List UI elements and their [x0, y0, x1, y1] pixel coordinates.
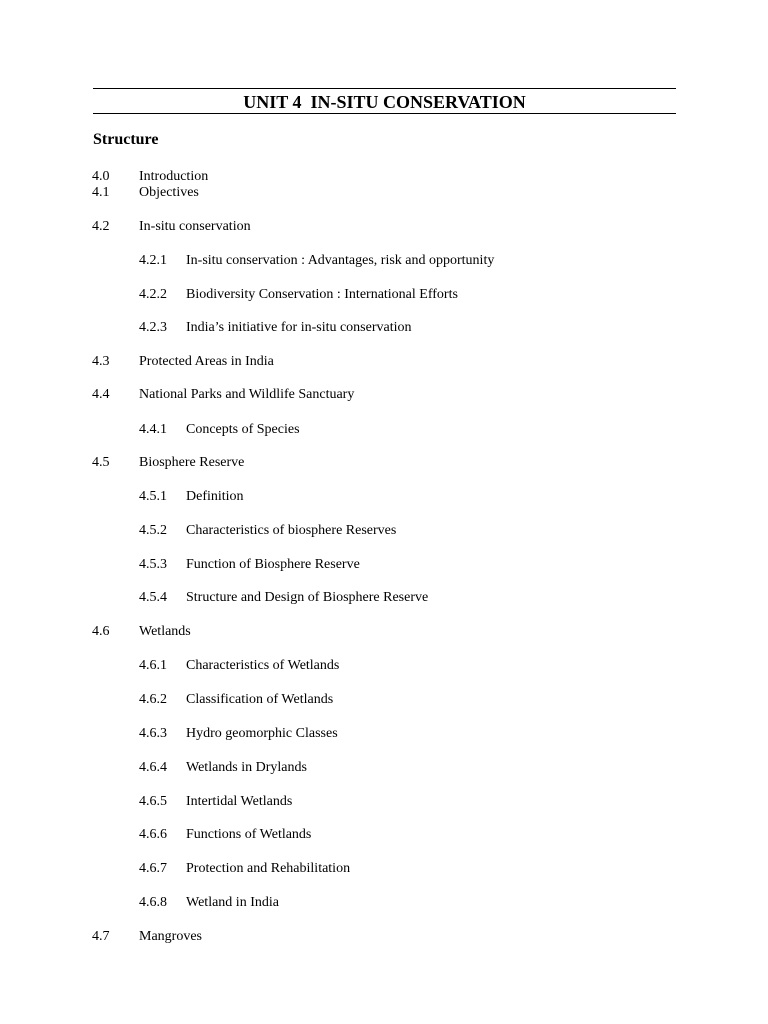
toc-row-4-6-3 [0, 725, 768, 743]
toc-title: Wetlands in Drylands [186, 760, 307, 775]
toc-row-4-3 [0, 353, 768, 371]
toc-title: Function of Biosphere Reserve [186, 557, 360, 572]
toc-number: 4.1 [92, 185, 110, 200]
toc-row-4-2-3 [0, 319, 768, 337]
toc-row-4-5-1 [0, 488, 768, 506]
toc-row-4-5 [0, 454, 768, 472]
toc-row-4-5-3 [0, 556, 768, 574]
toc-title: Characteristics of Wetlands [186, 658, 340, 673]
toc-row-4-6-1 [0, 657, 768, 675]
toc-number: 4.5.4 [139, 590, 167, 605]
toc-row-4-6-7 [0, 860, 768, 878]
toc-number: 4.5.1 [139, 489, 167, 504]
toc-number: 4.5.3 [139, 557, 167, 572]
toc-number: 4.6.8 [139, 895, 167, 910]
toc-number: 4.2.2 [139, 287, 167, 302]
title-rule-top [93, 88, 676, 89]
toc-title: India’s initiative for in-situ conservation [186, 320, 412, 335]
unit-title: UNIT 4 IN-SITU CONSERVATION [243, 92, 526, 112]
toc-title: Wetlands [139, 624, 191, 639]
toc-number: 4.6.1 [139, 658, 167, 673]
toc-row-4-2-2 [0, 286, 768, 304]
toc-number: 4.4.1 [139, 422, 167, 437]
toc-row-4-6-2 [0, 691, 768, 709]
toc-title: Protection and Rehabilitation [186, 861, 351, 876]
toc-number: 4.0 [92, 169, 110, 184]
toc-number: 4.2 [92, 219, 110, 234]
toc-row-4-6-4 [0, 759, 768, 777]
toc-row-4-6-8 [0, 894, 768, 912]
toc-row-4-6-5 [0, 793, 768, 811]
toc-title: Functions of Wetlands [186, 827, 312, 842]
toc-number: 4.4 [92, 387, 110, 402]
toc-title: In-situ conservation [139, 219, 251, 234]
toc-row-4-4-1 [0, 421, 768, 439]
toc-title: Mangroves [139, 929, 202, 944]
toc-row-4-6 [0, 623, 768, 641]
toc-title: Characteristics of biosphere Reserves [186, 523, 397, 538]
toc-title: Hydro geomorphic Classes [186, 726, 338, 741]
toc-row-4-5-2 [0, 522, 768, 540]
toc-row-4-1 [0, 184, 768, 202]
toc-number: 4.2.1 [139, 253, 167, 268]
toc-title: Introduction [139, 169, 209, 184]
toc-title: Concepts of Species [186, 422, 300, 437]
toc-row-4-5-4 [0, 589, 768, 607]
toc-title: Protected Areas in India [139, 354, 274, 369]
toc-number: 4.6.7 [139, 861, 167, 876]
toc-title: Classification of Wetlands [186, 692, 334, 707]
structure-heading: Structure [93, 131, 159, 148]
toc-number: 4.6.4 [139, 760, 167, 775]
toc-number: 4.6.5 [139, 794, 167, 809]
toc-title: Biodiversity Conservation : International Efforts [186, 287, 458, 302]
toc-row-4-2-1 [0, 252, 768, 270]
toc-title: Intertidal Wetlands [186, 794, 293, 809]
toc-number: 4.5 [92, 455, 110, 470]
toc-number: 4.3 [92, 354, 110, 369]
toc-title: Objectives [139, 185, 199, 200]
toc-number: 4.6.3 [139, 726, 167, 741]
toc-number: 4.5.2 [139, 523, 167, 538]
toc-number: 4.6 [92, 624, 110, 639]
toc-row-4-4 [0, 386, 768, 404]
toc-title: Definition [186, 489, 244, 504]
toc-number: 4.6.2 [139, 692, 167, 707]
toc-row-4-2 [0, 218, 768, 236]
toc-row-4-6-6 [0, 826, 768, 844]
toc-title: In-situ conservation : Advantages, risk and opportunity [186, 253, 495, 268]
toc-title: Biosphere Reserve [139, 455, 245, 470]
toc-number: 4.2.3 [139, 320, 167, 335]
title-rule-bottom [93, 113, 676, 114]
toc-title: Structure and Design of Biosphere Reserve [186, 590, 429, 605]
toc-number: 4.7 [92, 929, 110, 944]
toc-number: 4.6.6 [139, 827, 167, 842]
toc-title: Wetland in India [186, 895, 279, 910]
toc-row-4-7 [0, 928, 768, 946]
toc-title: National Parks and Wildlife Sanctuary [139, 387, 355, 402]
